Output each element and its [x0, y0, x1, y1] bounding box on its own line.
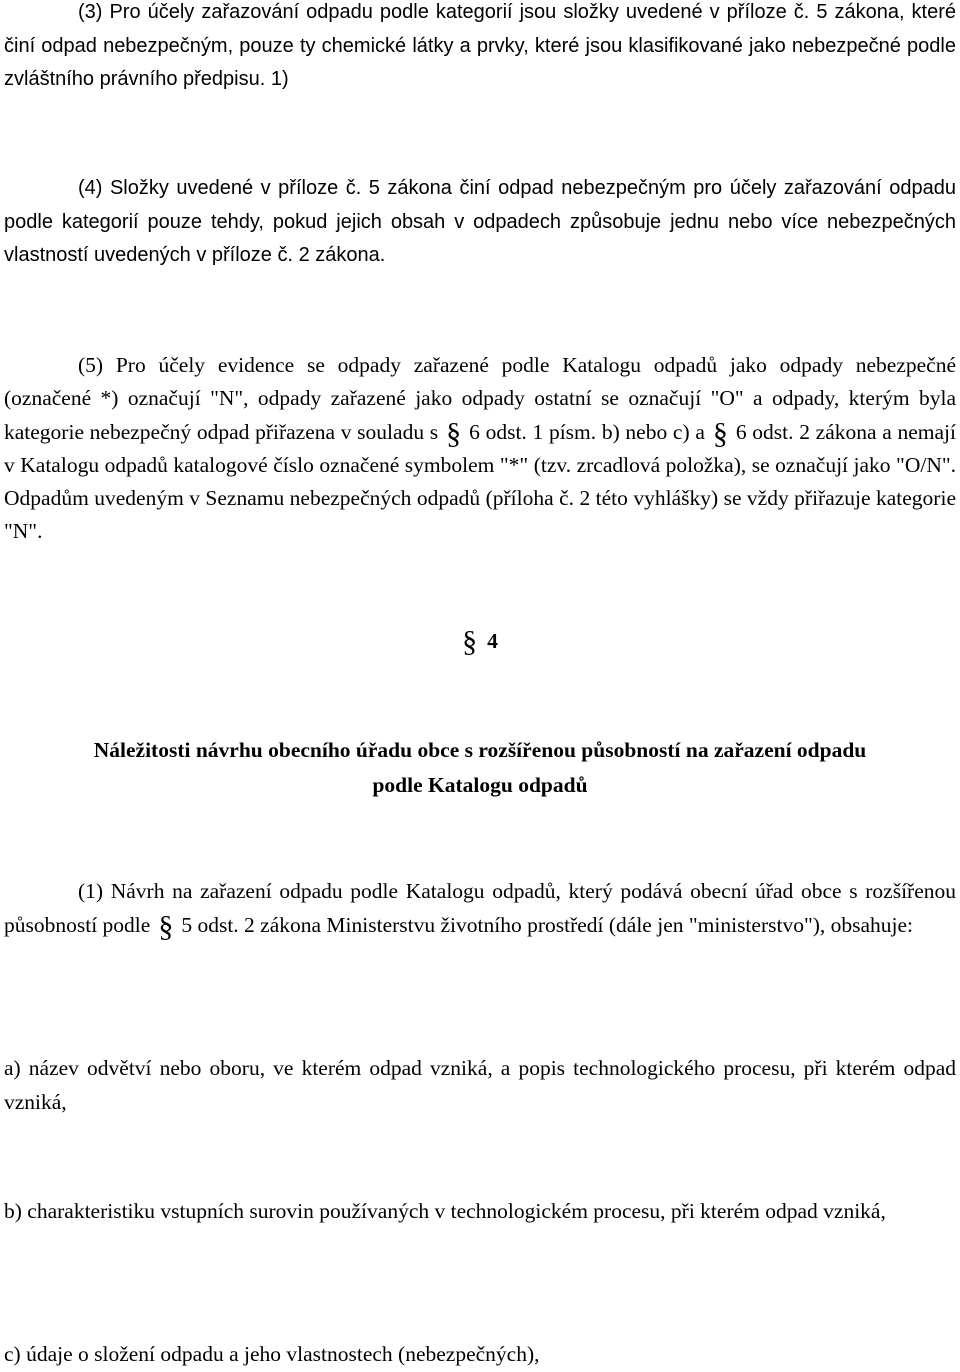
list-item-c: c) údaje o složení odpadu a jeho vlastnostech (nebezpečných), — [4, 1342, 540, 1366]
section-symbol: § — [712, 416, 728, 450]
section-number-text: 4 — [487, 629, 498, 653]
section-title-line-1: Náležitosti návrhu obecního úřadu obce s rozšířenou působností na zařazení odpadu — [93, 738, 867, 762]
section-number — [0, 624, 960, 659]
paragraph-5 — [4, 349, 956, 549]
section-title-line-2: podle Katalogu odpadů — [372, 773, 588, 797]
paragraph-5-part-b: 6 odst. 1 písm. b) nebo c) a — [469, 419, 705, 444]
list-item-b: b) charakteristiku vstupních surovin používaných v technologickém procesu, při kterém odpad vzniká, — [4, 1199, 886, 1223]
paragraph-5-part-a: (5) Pro účely evidence se odpady zařazené podle Katalogu odpadů jako odpady nebezpečné (označené *) označují "N", odpady zařazené jako odpady ostatní se označují "O" a odpady, kterým byla kategorie nebezpečný odpad přiřazena v souladu s — [4, 353, 956, 444]
body-paragraph-1-part-a: (1) Návrh na zařazení odpadu podle Katalogu odpadů, který podává obecní úřad obce s rozšířenou působností podle — [4, 879, 956, 937]
body-paragraph-1 — [4, 875, 956, 942]
section-symbol: § — [158, 909, 174, 943]
paragraph-3: (3) Pro účely zařazování odpadu podle kategorií jsou složky uvedené v příloze č. 5 zákona, které činí odpad nebezpečným, pouze ty chemické látky a prvky, které jsou klasifikované jako nebezpečné podle zvláštního právního předpisu. 1) — [4, 1, 956, 90]
section-symbol: § — [462, 625, 478, 658]
body-paragraph-1-part-b: 5 odst. 2 zákona Ministerstvu životního prostředí (dále jen "ministerstvo"), obsahuje: — [181, 912, 914, 937]
paragraph-5-part-c: 6 odst. 2 zákona a nemají v Katalogu odpadů katalogové číslo označené symbolem "*" (tzv. zrcadlová položka), se označují jako "O/N". Odpadům uvedeným v Seznamu nebezpečných odpadů (příloha č. 2 této vyhlášky) se vždy přiřazuje kategorie "N". — [4, 419, 956, 544]
list-item-a: a) název odvětví nebo oboru, ve kterém odpad vzniká, a popis technologického procesu, při kterém odpad vzniká, — [4, 1056, 956, 1114]
paragraph-4: (4) Složky uvedené v příloze č. 5 zákona činí odpad nebezpečným pro účely zařazování odpadu podle kategorií pouze tehdy, pokud jejich obsah v odpadech způsobuje jednu nebo více nebezpečných vlastností uvedených v příloze č. 2 zákona. — [4, 177, 956, 266]
section-title — [0, 733, 960, 803]
section-symbol: § — [446, 416, 462, 450]
